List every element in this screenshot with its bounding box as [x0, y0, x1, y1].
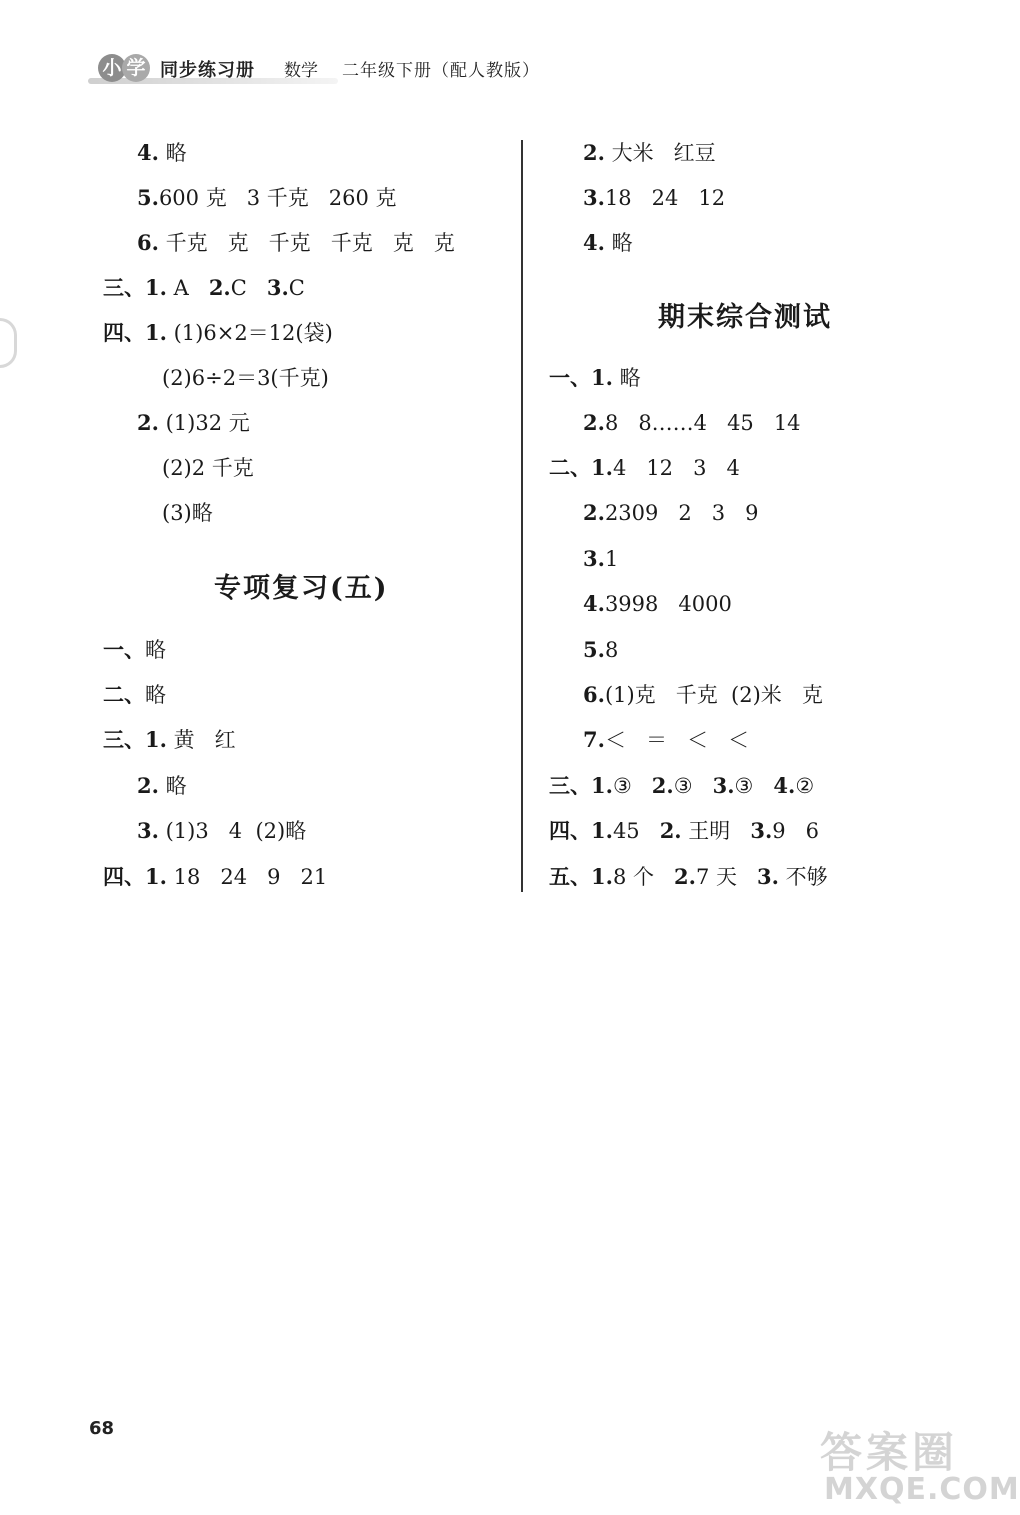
answer-line: (2)2 千克 [162, 456, 254, 480]
answer-line: 四、1. (1)6×2＝12(袋) [103, 320, 333, 345]
answer-line: 4. 略 [137, 140, 187, 165]
answer-line: 6. 千克 克 千克 千克 克 克 [137, 230, 455, 255]
page-header [88, 48, 558, 90]
answer-line: 2. (1)32 元 [137, 410, 250, 435]
answer-line: (2)6÷2＝3(千克) [162, 366, 329, 390]
answer-line: 5.600 克 3 千克 260 克 [137, 185, 397, 210]
answer-line: 3. (1)3 4 (2)略 [137, 818, 307, 843]
watermark-bottom: MXQE.COM [824, 1472, 1020, 1507]
logo-char-2: 学 [122, 54, 150, 82]
answer-line: 6.(1)克 千克 (2)米 克 [583, 682, 823, 707]
series-title: 同步练习册 [160, 60, 255, 81]
section-title-review-5: 专项复习(五) [214, 573, 389, 604]
answer-line: 5.8 [583, 637, 619, 662]
answer-line: 三、1.③ 2.③ 3.③ 4.② [549, 773, 815, 798]
answer-line: 2. 略 [137, 773, 187, 798]
answer-line: 四、1.45 2. 王明 3.9 6 [549, 818, 820, 843]
answer-line: 五、1.8 个 2.7 天 3. 不够 [549, 864, 828, 889]
answer-line: 四、1. 18 24 9 21 [103, 864, 328, 889]
answer-line: 3.18 24 12 [583, 185, 726, 210]
page-number: 68 [89, 1418, 115, 1439]
answer-line: 4. 略 [583, 230, 633, 255]
answer-line: 3.1 [583, 546, 619, 571]
answer-line: (3)略 [162, 501, 213, 525]
grade-label: 二年级下册（配人教版） [342, 61, 540, 81]
answer-line: 二、略 [103, 682, 166, 707]
watermark-top: 答案圈 [820, 1428, 959, 1477]
answer-line: 2.8 8……4 45 14 [583, 410, 801, 435]
edge-decor [0, 318, 17, 368]
answer-line: 一、略 [103, 637, 166, 662]
answer-line: 2.2309 2 3 9 [583, 500, 759, 525]
answer-line: 三、1. 黄 红 [103, 727, 236, 752]
answer-line: 三、1. A 2.C 3.C [103, 275, 305, 300]
subject-label: 数学 [284, 61, 318, 81]
watermark [820, 1420, 1020, 1510]
logo-char-1: 小 [98, 54, 126, 82]
section-title-final-test: 期末综合测试 [658, 302, 832, 333]
answer-line: 2. 大米 红豆 [583, 140, 716, 165]
answer-line: 二、1.4 12 3 4 [549, 455, 740, 480]
answer-line: 一、1. 略 [549, 365, 641, 390]
answer-line: 7.＜ ＝ ＜ ＜ [583, 727, 750, 752]
column-divider [521, 140, 523, 892]
answer-line: 4.3998 4000 [583, 591, 732, 616]
